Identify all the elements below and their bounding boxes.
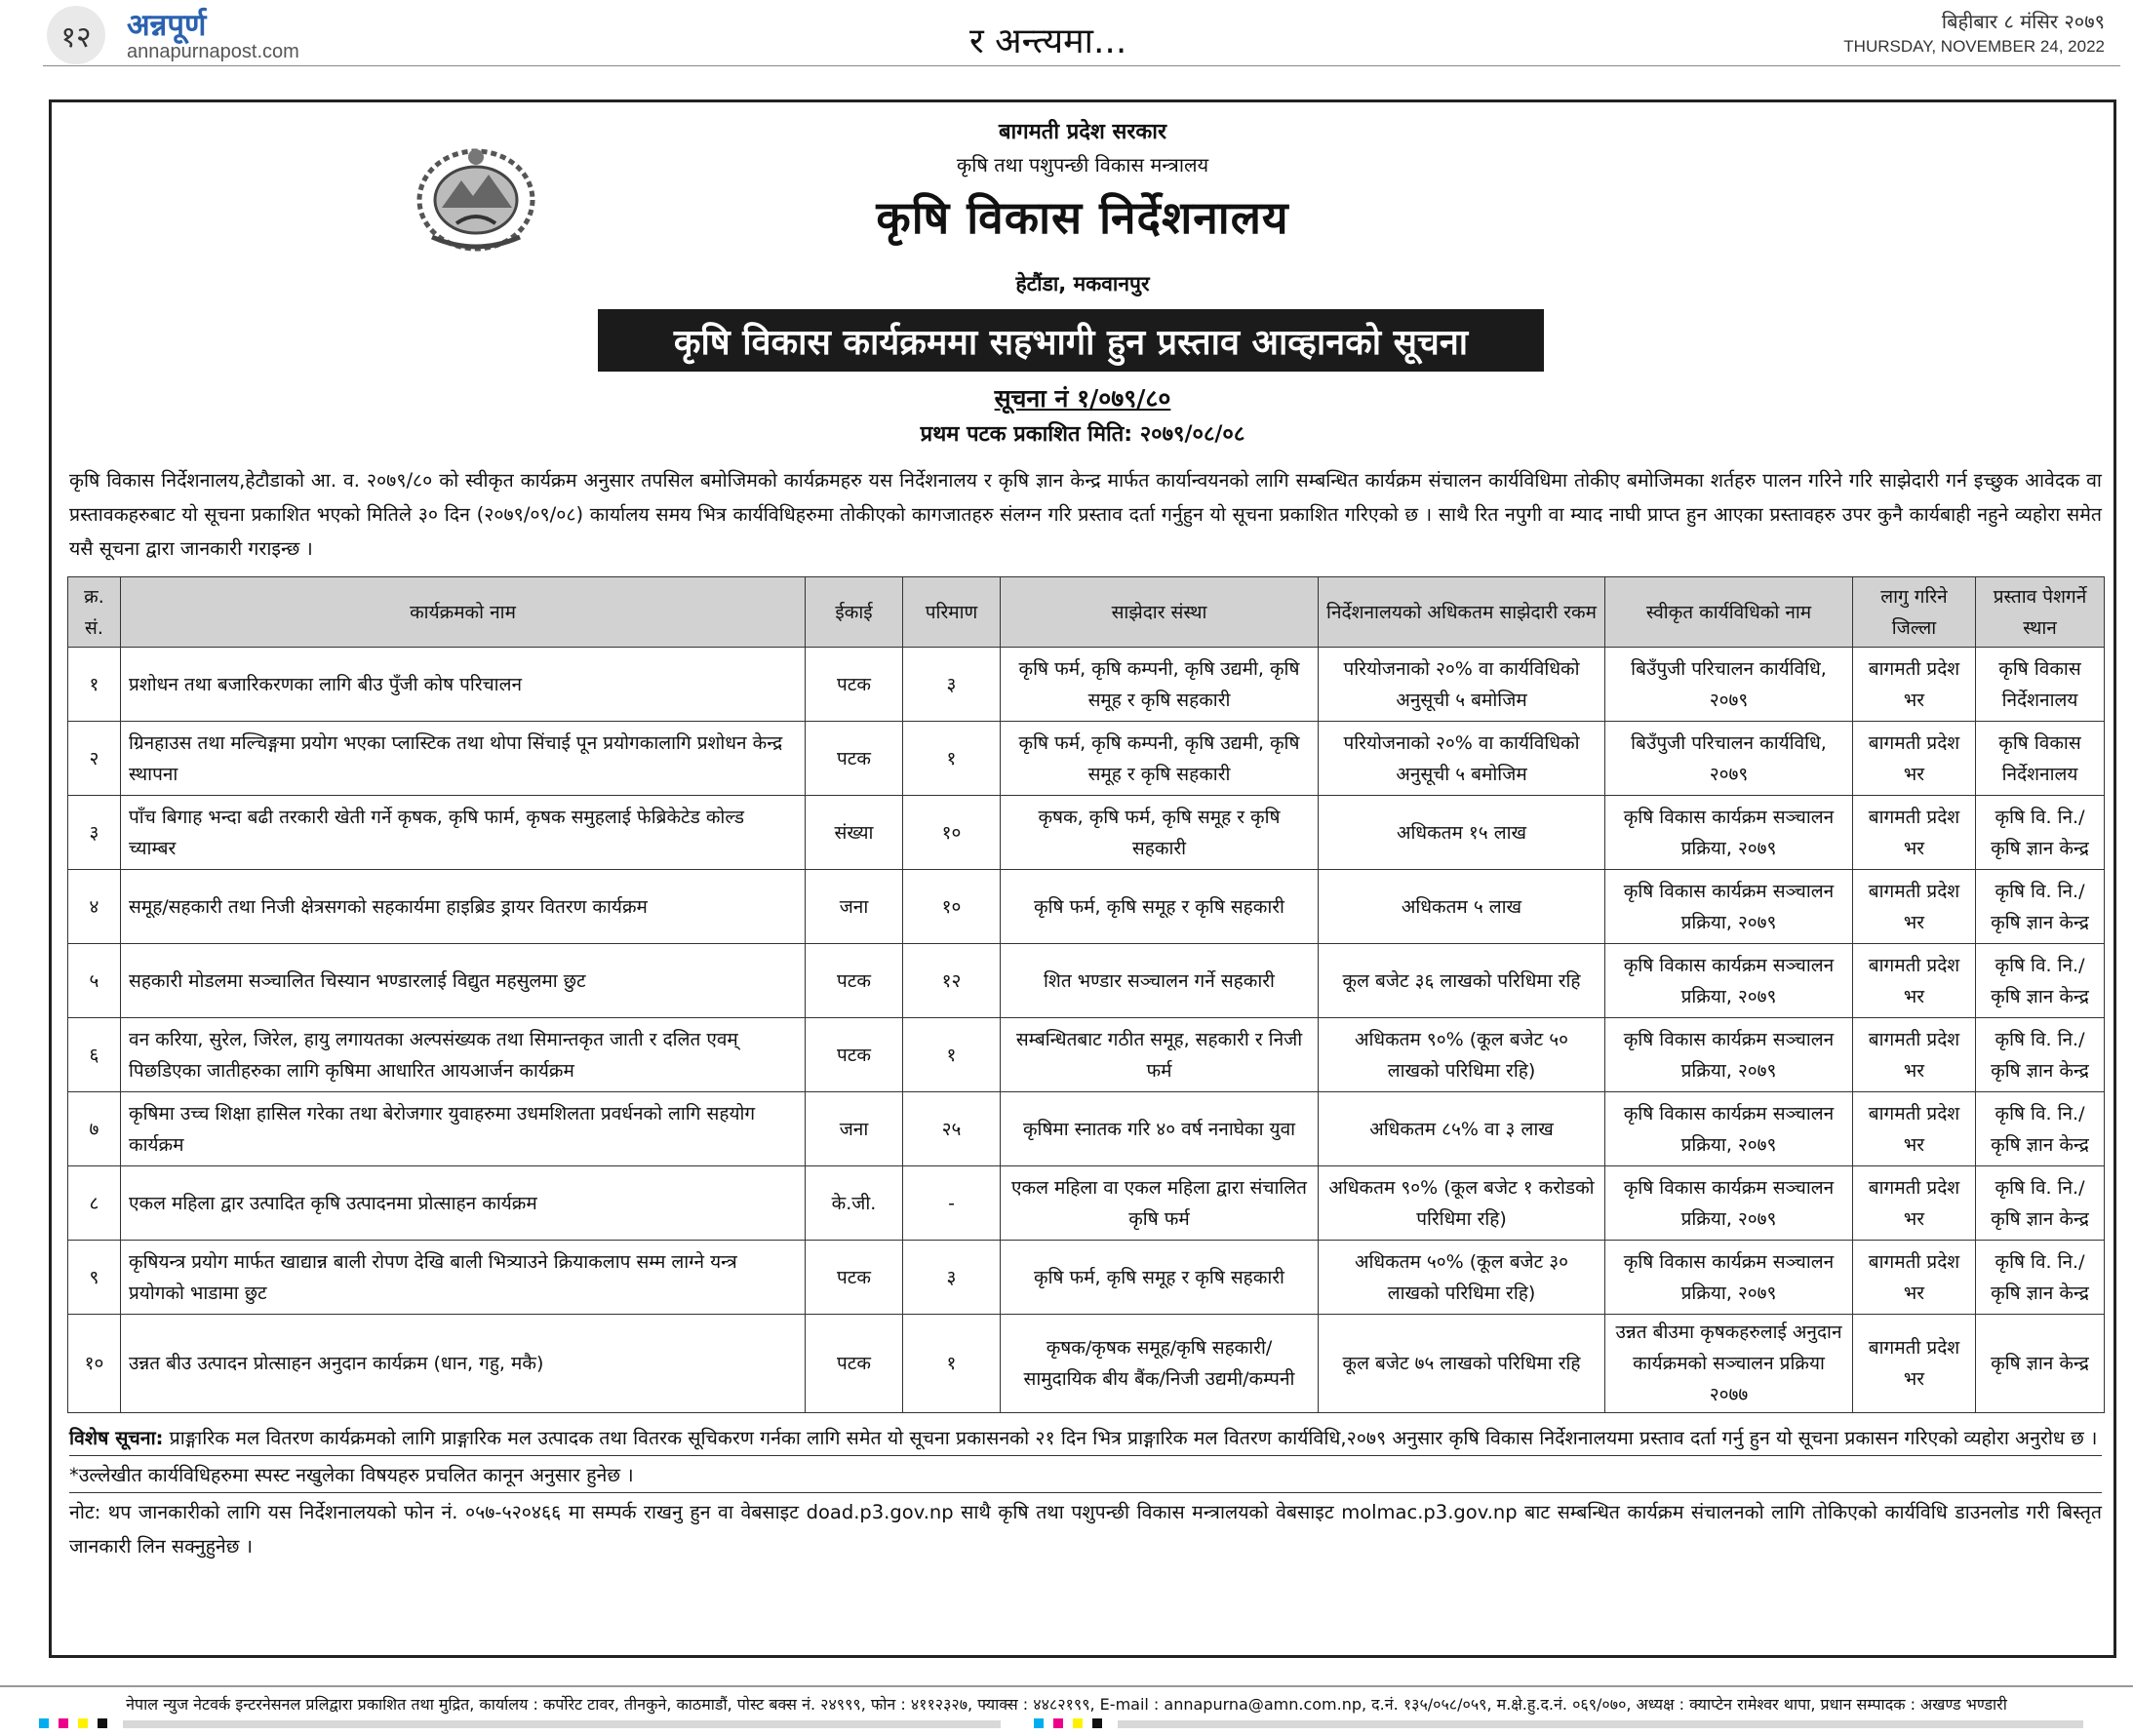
cell-procedure: कृषि विकास कार्यक्रम सञ्चालन प्रक्रिया, २०७९ <box>1605 1241 1853 1315</box>
col-unit: ईकाई <box>806 577 903 648</box>
print-bar <box>123 1720 1001 1728</box>
cell-submit-place: कृषि वि. नि./ कृषि ज्ञान केन्द्र <box>1976 1092 2105 1166</box>
cell-partner: कृषिमा स्नातक गरि ४० वर्ष ननाघेका युवा <box>1001 1092 1319 1166</box>
cell-partner: एकल महिला वा एकल महिला द्वारा संचालित कृषि फर्म <box>1001 1166 1319 1241</box>
cell-quantity: - <box>903 1166 1001 1241</box>
cell-district: बागमती प्रदेश भर <box>1853 1092 1976 1166</box>
footnote: *उल्लेखीत कार्यविधिहरुमा स्पस्ट नखुलेका विषयहरु प्रचलित कानून अनुसार हुनेछ । <box>69 1455 2102 1492</box>
publication-date: प्रथम पटक प्रकाशित मिति: २०७९/०८/०८ <box>920 422 1245 447</box>
cell-program: समूह/सहकारी तथा निजी क्षेत्रसगको सहकार्यमा हाइब्रिड ड्रायर वितरण कार्यक्रम <box>121 870 806 944</box>
cell-max-share: अधिकतम ५ लाख <box>1319 870 1605 944</box>
cell-unit: जना <box>806 870 903 944</box>
cell-quantity: १२ <box>903 944 1001 1018</box>
table-row <box>68 1315 2105 1413</box>
office-location: हेटौंडा, मकवानपुर <box>1015 272 1150 296</box>
table-header-row <box>68 577 2105 648</box>
registration-mark <box>1053 1718 1063 1728</box>
cell-submit-place: कृषि वि. नि./ कृषि ज्ञान केन्द्र <box>1976 1241 2105 1315</box>
cell-district: बागमती प्रदेश भर <box>1853 1241 1976 1315</box>
cell-submit-place: कृषि वि. नि./ कृषि ज्ञान केन्द्र <box>1976 1166 2105 1241</box>
cell-quantity: १ <box>903 722 1001 796</box>
cell-unit: पटक <box>806 1315 903 1413</box>
cell-quantity: १ <box>903 1018 1001 1092</box>
directorate-name: कृषि विकास निर्देशनालय <box>876 191 1289 244</box>
notice-banner: कृषि विकास कार्यक्रममा सहभागी हुन प्रस्ताव आव्हानको सूचना <box>598 309 1544 372</box>
cell-partner: कृषक/कृषक समूह/कृषि सहकारी/ सामुदायिक बीय बैंक/निजी उद्यमी/कम्पनी <box>1001 1315 1319 1413</box>
cell-max-share: परियोजनाको २०% वा कार्यविधिको अनुसूची ५ बमोजिम <box>1319 648 1605 722</box>
cell-max-share: परियोजनाको २०% वा कार्यविधिको अनुसूची ५ बमोजिम <box>1319 722 1605 796</box>
cell-district: बागमती प्रदेश भर <box>1853 870 1976 944</box>
cell-unit: पटक <box>806 648 903 722</box>
ministry-name: कृषि तथा पशुपन्छी विकास मन्त्रालय <box>956 153 1209 177</box>
cell-program: कृषियन्त्र प्रयोग मार्फत खाद्यान्न बाली रोपण देखि बाली भित्र्याउने क्रियाकलाप सम्म लाग्ने यन्त्र प्रयोगको भाडामा छुट <box>121 1241 806 1315</box>
cell-submit-place: कृषि वि. नि./ कृषि ज्ञान केन्द्र <box>1976 870 2105 944</box>
registration-mark <box>98 1718 107 1728</box>
cell-partner: शित भण्डार सञ्चालन गर्ने सहकारी <box>1001 944 1319 1018</box>
col-district: लागु गरिने जिल्ला <box>1853 577 1976 648</box>
date-nepali: बिहीबार ८ मंसिर २०७९ <box>1941 10 2105 33</box>
cell-program: ग्रिनहाउस तथा मल्चिङ्गमा प्रयोग भएका प्लास्टिक तथा थोपा सिंचाई पून प्रयोगकालागि प्रशोधन केन्द्र स्थापना <box>121 722 806 796</box>
col-quantity: परिमाण <box>903 577 1001 648</box>
cell-quantity: ३ <box>903 1241 1001 1315</box>
table-row <box>68 1092 2105 1166</box>
col-program: कार्यक्रमको नाम <box>121 577 806 648</box>
cell-procedure: कृषि विकास कार्यक्रम सञ्चालन प्रक्रिया, २०७९ <box>1605 1166 1853 1241</box>
imprint-line: नेपाल न्युज नेटवर्क इन्टरनेसनल प्रलिद्वारा प्रकाशित तथा मुद्रित, कार्यालय : कर्पोरेट टावर, तीनकुने, काठमाडौं, पोस्ट बक्स नं. २४९९९, फोन : ४११२३२७, फ्याक्स : ४४८२१९९, E-mail : annapurna@amn.com.np, द.नं. १३५/०५८/०५९, म.क्षे.हु.द.नं. ०६९/०७०, अध्यक्ष : क्याप्टेन रामेश्वर थापा, प्रधान सम्पादक : अखण्ड भण्डारी <box>0 1685 2133 1715</box>
cell-district: बागमती प्रदेश भर <box>1853 944 1976 1018</box>
cell-max-share: अधिकतम ८५% वा ३ लाख <box>1319 1092 1605 1166</box>
cell-district: बागमती प्रदेश भर <box>1853 796 1976 870</box>
cell-partner: कृषि फर्म, कृषि कम्पनी, कृषि उद्यमी, कृषि समूह र कृषि सहकारी <box>1001 648 1319 722</box>
cell-unit: के.जी. <box>806 1166 903 1241</box>
cell-partner: कृषि फर्म, कृषि कम्पनी, कृषि उद्यमी, कृषि समूह र कृषि सहकारी <box>1001 722 1319 796</box>
cell-max-share: कूल बजेट ७५ लाखको परिधिमा रहि <box>1319 1315 1605 1413</box>
cell-program: कृषिमा उच्च शिक्षा हासिल गरेका तथा बेरोजगार युवाहरुमा उधमशिलता प्रवर्धनको लागि सहयोग कार्यक्रम <box>121 1092 806 1166</box>
cell-unit: जना <box>806 1092 903 1166</box>
special-notice-label: विशेष सूचना: <box>69 1427 164 1449</box>
cell-unit: पटक <box>806 1241 903 1315</box>
cell-program: पाँच बिगाह भन्दा बढी तरकारी खेती गर्ने कृषक, कृषि फार्म, कृषक समुहलाई फेब्रिकेटेड कोल्ड च्याम्बर <box>121 796 806 870</box>
special-notice <box>69 1419 2102 1455</box>
cell-procedure: कृषि विकास कार्यक्रम सञ्चालन प्रक्रिया, २०७९ <box>1605 1092 1853 1166</box>
registration-mark <box>59 1718 68 1728</box>
cell-district: बागमती प्रदेश भर <box>1853 1018 1976 1092</box>
brand-logo: अन्नपूर्ण <box>127 8 207 43</box>
cell-quantity: २५ <box>903 1092 1001 1166</box>
table-row <box>68 1166 2105 1241</box>
cell-procedure: कृषि विकास कार्यक्रम सञ्चालन प्रक्रिया, २०७९ <box>1605 944 1853 1018</box>
cell-program: प्रशोधन तथा बजारिकरणका लागि बीउ पुँजी कोष परिचालन <box>121 648 806 722</box>
col-sn: क्र. सं. <box>68 577 121 648</box>
cell-procedure: बिउँपुजी परिचालन कार्यविधि, २०७९ <box>1605 648 1853 722</box>
cell-submit-place: कृषि वि. नि./ कृषि ज्ञान केन्द्र <box>1976 944 2105 1018</box>
cell-submit-place: कृषि विकास निर्देशनालय <box>1976 722 2105 796</box>
cell-district: बागमती प्रदेश भर <box>1853 648 1976 722</box>
cell-district: बागमती प्रदेश भर <box>1853 1315 1976 1413</box>
table-row <box>68 944 2105 1018</box>
cell-submit-place: कृषि वि. नि./ कृषि ज्ञान केन्द्र <box>1976 1018 2105 1092</box>
cell-partner: कृषक, कृषि फर्म, कृषि समूह र कृषि सहकारी <box>1001 796 1319 870</box>
government-name: बागमती प्रदेश सरकार <box>999 120 1166 144</box>
table-row <box>68 796 2105 870</box>
cell-submit-place: कृषि ज्ञान केन्द्र <box>1976 1315 2105 1413</box>
cell-quantity: १ <box>903 1315 1001 1413</box>
notes-section <box>69 1419 2102 1563</box>
cell-max-share: अधिकतम ५०% (कूल बजेट ३० लाखको परिधिमा रहि) <box>1319 1241 1605 1315</box>
brand-url: annapurnapost.com <box>127 41 299 62</box>
cell-partner: कृषि फर्म, कृषि समूह र कृषि सहकारी <box>1001 870 1319 944</box>
registration-mark <box>1073 1718 1083 1728</box>
registration-mark <box>1034 1718 1044 1728</box>
cell-district: बागमती प्रदेश भर <box>1853 722 1976 796</box>
cell-sn: १ <box>68 648 121 722</box>
cell-unit: पटक <box>806 1018 903 1092</box>
cell-sn: ४ <box>68 870 121 944</box>
notice-number: सूचना नं १/०७९/८० <box>994 384 1171 413</box>
registration-mark <box>39 1718 49 1728</box>
notice-box <box>49 99 2116 1658</box>
cell-unit: पटक <box>806 722 903 796</box>
table-row <box>68 1018 2105 1092</box>
cell-quantity: १० <box>903 796 1001 870</box>
programs-table <box>67 576 2105 1413</box>
page-number: १२ <box>47 6 105 64</box>
contact-note: नोट: थप जानकारीको लागि यस निर्देशनालयको फोन नं. ०५७-५२०४६६ मा सम्पर्क राखनु हुन वा वेबसाइट doad.p3.gov.np साथै कृषि तथा पशुपन्छी विकास मन्त्रालयको वेबसाइट molmac.p3.gov.np बाट सम्बन्धित कार्यक्रम संचालनको लागि तोकिएको कार्यविधि डाउनलोड गरी बिस्तृत जानकारी लिन सक्नुहुनेछ । <box>69 1492 2102 1563</box>
cell-program: वन करिया, सुरेल, जिरेल, हायु लगायतका अल्पसंख्यक तथा सिमान्तकृत जाती र दलित एवम् पिछडिएका जातीहरुका लागि कृषिमा आधारित आयआर्जन कार्यक्रम <box>121 1018 806 1092</box>
cell-unit: संख्या <box>806 796 903 870</box>
table-row <box>68 648 2105 722</box>
cell-sn: ३ <box>68 796 121 870</box>
cell-sn: ७ <box>68 1092 121 1166</box>
cell-district: बागमती प्रदेश भर <box>1853 1166 1976 1241</box>
cell-program: एकल महिला द्वार उत्पादित कृषि उत्पादनमा प्रोत्साहन कार्यक्रम <box>121 1166 806 1241</box>
section-title: र अन्त्यमा... <box>969 21 1127 61</box>
cell-program: सहकारी मोडलमा सञ्चालित चिस्यान भण्डारलाई विद्युत महसुलमा छुट <box>121 944 806 1018</box>
col-procedure: स्वीकृत कार्यविधिको नाम <box>1605 577 1853 648</box>
cell-submit-place: कृषि विकास निर्देशनालय <box>1976 648 2105 722</box>
table-row <box>68 870 2105 944</box>
cell-unit: पटक <box>806 944 903 1018</box>
cell-procedure: कृषि विकास कार्यक्रम सञ्चालन प्रक्रिया, २०७९ <box>1605 796 1853 870</box>
cell-sn: ६ <box>68 1018 121 1092</box>
col-partner: साझेदार संस्था <box>1001 577 1319 648</box>
cell-sn: ५ <box>68 944 121 1018</box>
cell-procedure: कृषि विकास कार्यक्रम सञ्चालन प्रक्रिया, २०७९ <box>1605 1018 1853 1092</box>
cell-max-share: कूल बजेट ३६ लाखको परिधिमा रहि <box>1319 944 1605 1018</box>
cell-max-share: अधिकतम ९०% (कूल बजेट १ करोडको परिधिमा रहि) <box>1319 1166 1605 1241</box>
cell-sn: २ <box>68 722 121 796</box>
cell-sn: ९ <box>68 1241 121 1315</box>
cell-max-share: अधिकतम १५ लाख <box>1319 796 1605 870</box>
cell-program: उन्नत बीउ उत्पादन प्रोत्साहन अनुदान कार्यक्रम (धान, गहु, मकै) <box>121 1315 806 1413</box>
cell-procedure: उन्नत बीउमा कृषकहरुलाई अनुदान कार्यक्रमको सञ्चालन प्रक्रिया २०७७ <box>1605 1315 1853 1413</box>
cell-procedure: कृषि विकास कार्यक्रम सञ्चालन प्रक्रिया, २०७९ <box>1605 870 1853 944</box>
cell-submit-place: कृषि वि. नि./ कृषि ज्ञान केन्द्र <box>1976 796 2105 870</box>
cell-sn: १० <box>68 1315 121 1413</box>
cell-quantity: १० <box>903 870 1001 944</box>
print-bar <box>1118 1720 2083 1728</box>
cell-sn: ८ <box>68 1166 121 1241</box>
date-english: THURSDAY, NOVEMBER 24, 2022 <box>1843 37 2105 56</box>
cell-max-share: अधिकतम ९०% (कूल बजेट ५० लाखको परिधिमा रहि) <box>1319 1018 1605 1092</box>
intro-paragraph: कृषि विकास निर्देशनालय,हेटौडाको आ. व. २०७९/८० को स्वीकृत कार्यक्रम अनुसार तपसिल बमोजिमको कार्यक्रमहरु यस निर्देशनालय र कृषि ज्ञान केन्द्र मार्फत कार्यान्वयनको लागि सम्बन्धित कार्यक्रम संचालन कार्यविधिमा तोकीए बमोजिमका शर्तहरु पालन गरिने गरि साझेदारी गर्न इच्छुक आवेदक वा प्रस्तावकहरुबाट यो सूचना प्रकाशित भएको मितिले ३० दिन (२०७९/०९/०८) कार्यालय समय भित्र कार्यविधिहरुमा तोकीएको कागजातहरु संलग्न गरि प्रस्ताव दर्ता गर्नुहुन यो सूचना प्रकाशित गरिएको छ । साथै रित नपुगी वा म्याद नाघी प्राप्त हुन आएका प्रस्तावहरु उपर कुनै कार्यबाही नहुने व्यहोरा समेत यसै सूचना द्वारा जानकारी गराइन्छ । <box>69 469 2102 560</box>
cell-quantity: ३ <box>903 648 1001 722</box>
cell-partner: कृषि फर्म, कृषि समूह र कृषि सहकारी <box>1001 1241 1319 1315</box>
cell-partner: सम्बन्धितबाट गठीत समूह, सहकारी र निजी फर्म <box>1001 1018 1319 1092</box>
cell-procedure: बिउँपुजी परिचालन कार्यविधि, २०७९ <box>1605 722 1853 796</box>
registration-mark <box>1092 1718 1102 1728</box>
masthead <box>43 0 2120 66</box>
table-row <box>68 722 2105 796</box>
table-row <box>68 1241 2105 1315</box>
special-notice-text: प्राङ्गारिक मल वितरण कार्यक्रमको लागि प्राङ्गारिक मल उत्पादक तथा वितरक सूचिकरण गर्नका लागि समेत यो सूचना प्रकासनको २१ दिन भित्र प्राङ्गारिक मल वितरण कार्यविधि,२०७९ अनुसार कृषि विकास निर्देशनालयमा प्रस्ताव दर्ता गर्नु हुन यो सूचना प्रकासन गरिएको व्यहोरा अनुरोध छ । <box>169 1427 2098 1449</box>
registration-mark <box>78 1718 88 1728</box>
col-submit-place: प्रस्ताव पेशगर्ने स्थान <box>1976 577 2105 648</box>
col-max-share: निर्देशनालयको अधिकतम साझेदारी रकम <box>1319 577 1605 648</box>
